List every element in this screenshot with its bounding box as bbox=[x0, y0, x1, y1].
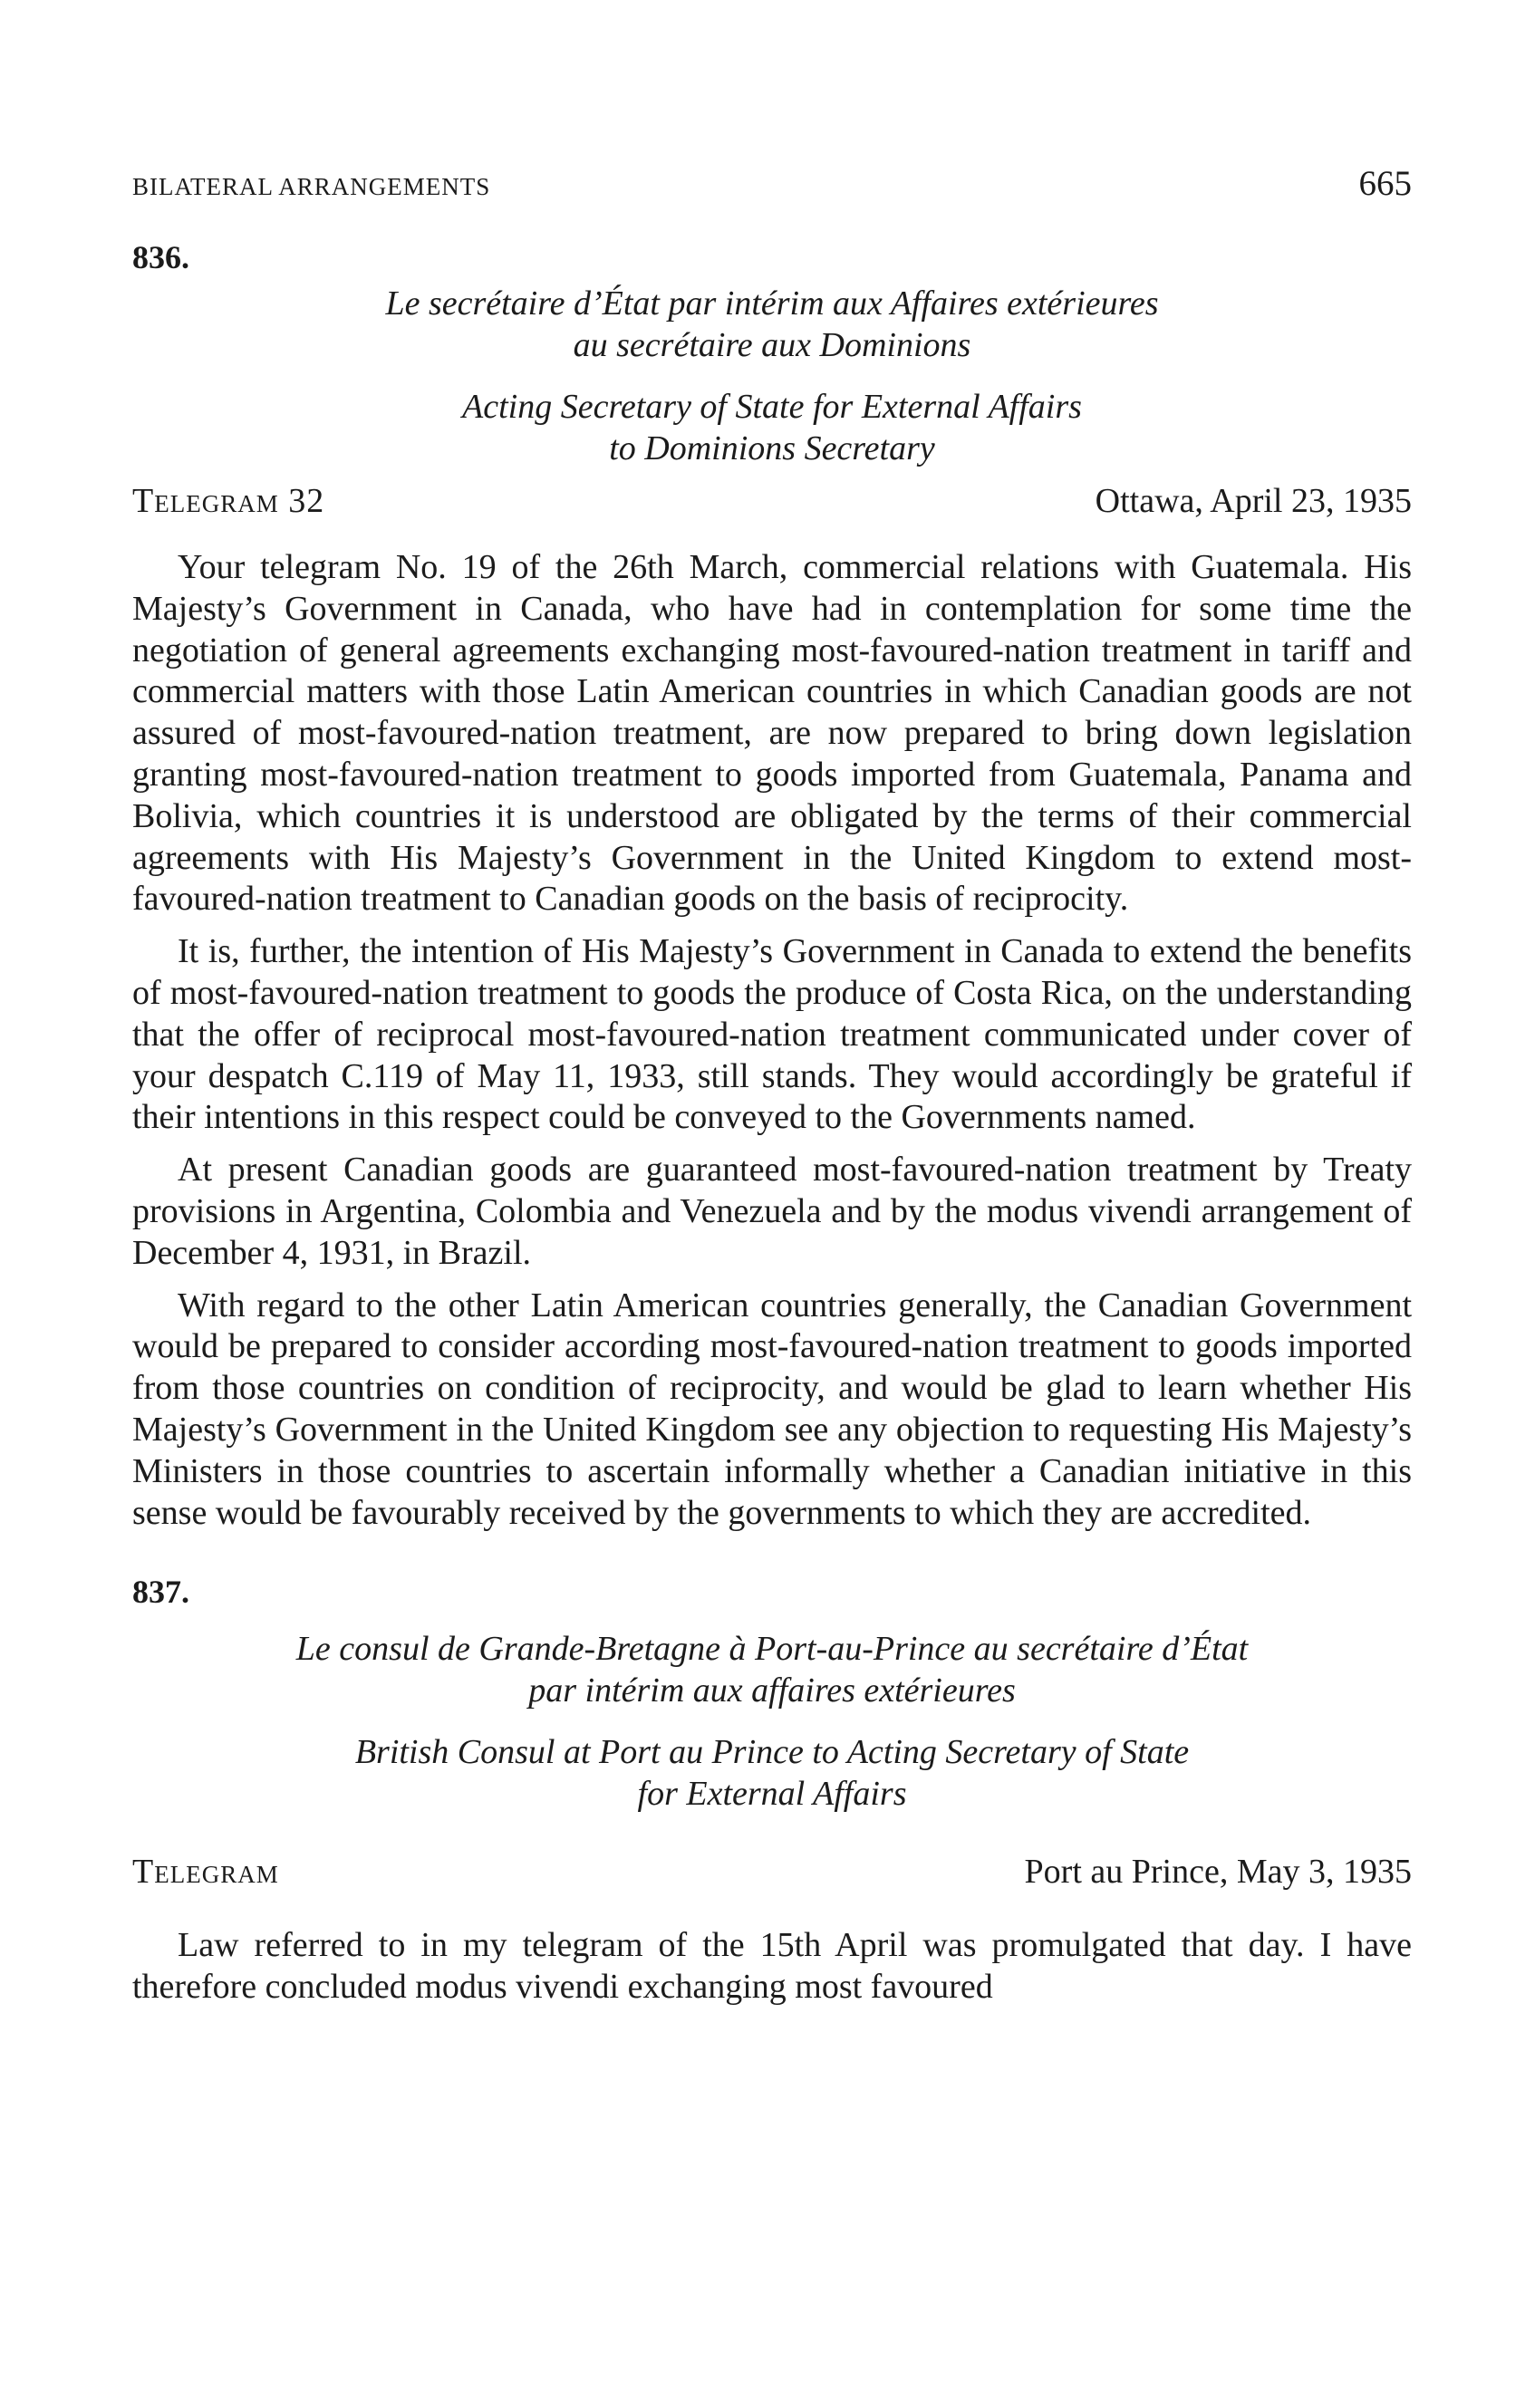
paragraph: With regard to the other Latin American countries generally, the Canadian Government would be prepared to consider according most-favoured-nation treatment to goods imported from those countries on condition of reciprocity, and would be glad to learn whether His Majesty’s Government in the United Kingdom see any objection to requesting His Majesty’s Ministers in those countries to ascertain informally whether a Canadian initiative in this sense would be favourably received by the governments to which they are accredited. bbox=[132, 1286, 1412, 1532]
heading-line: par intérim aux affaires extérieures bbox=[528, 1671, 1016, 1710]
page-number: 665 bbox=[1358, 164, 1412, 203]
document-body bbox=[132, 1925, 1412, 2008]
heading-line: au secrétaire aux Dominions bbox=[573, 326, 971, 364]
heading-line: Acting Secretary of State for External Affairs bbox=[462, 388, 1082, 426]
document-type: Telegram 32 bbox=[132, 482, 325, 520]
document-number: 837. bbox=[132, 1574, 189, 1611]
heading-line: for External Affairs bbox=[637, 1775, 907, 1814]
document-number: 836. bbox=[132, 239, 189, 275]
heading-english bbox=[183, 386, 1361, 469]
heading-french bbox=[183, 283, 1361, 366]
heading-line: Le consul de Grande-Bretagne à Port-au-Prince au secrétaire d’État bbox=[295, 1630, 1249, 1669]
place-date: Ottawa, April 23, 1935 bbox=[1095, 482, 1412, 520]
dateline bbox=[132, 480, 1412, 522]
paragraph: Law referred to in my telegram of the 15th April was promulgated that day. I have therefore concluded modus vivendi exchanging most favoured bbox=[132, 1926, 1412, 2007]
document-type: Telegram bbox=[132, 1853, 279, 1892]
paragraph: It is, further, the intention of His Majesty’s Government in Canada to extend the benefits of most-favoured-nation treatment to goods the produce of Costa Rica, on the understanding that the offer of reciprocal most-favoured-nation treatment communicated under cover of your despatch C.119 of May 11, 1933, still stands. They would accordingly be grateful if their intentions in this respect could be conveyed to the Governments named. bbox=[132, 932, 1412, 1137]
document-836 bbox=[132, 239, 1412, 1534]
heading-french bbox=[183, 1628, 1361, 1711]
heading-english bbox=[183, 1731, 1361, 1815]
running-header bbox=[132, 163, 1412, 217]
heading-line: to Dominions Secretary bbox=[609, 429, 935, 467]
document-body bbox=[132, 547, 1412, 1534]
heading-line: Le secrétaire d’État par intérim aux Affaires extérieures bbox=[385, 284, 1159, 323]
running-title: BILATERAL ARRANGEMENTS bbox=[132, 173, 491, 200]
dateline bbox=[132, 1851, 1412, 1893]
paragraph: At present Canadian goods are guaranteed most-favoured-nation treatment by Treaty provisions in Argentina, Colombia and Venezuela and by the modus vivendi arrangement of December 4, 1931, in Brazil. bbox=[132, 1151, 1412, 1272]
paragraph: Your telegram No. 19 of the 26th March, commercial relations with Guatemala. His Majesty’s Government in Canada, who have had in contemplation for some time the negotiation of general agreements exchanging most-favoured-nation treatment in tariff and commercial matters with those Latin American countries in which Canadian goods are not assured of most-favoured-nation treatment, are now prepared to bring down legislation granting most-favoured-nation treatment to goods imported from Guatemala, Panama and Bolivia, which countries it is understood are obligated by the terms of their commercial agreements with His Majesty’s Government in the United Kingdom to extend most-favoured-nation treatment to Canadian goods on the basis of reciprocity. bbox=[132, 548, 1412, 919]
document-837 bbox=[132, 1574, 1412, 2008]
heading-line: British Consul at Port au Prince to Acting Secretary of State bbox=[354, 1733, 1190, 1772]
place-date: Port au Prince, May 3, 1935 bbox=[1024, 1853, 1412, 1892]
